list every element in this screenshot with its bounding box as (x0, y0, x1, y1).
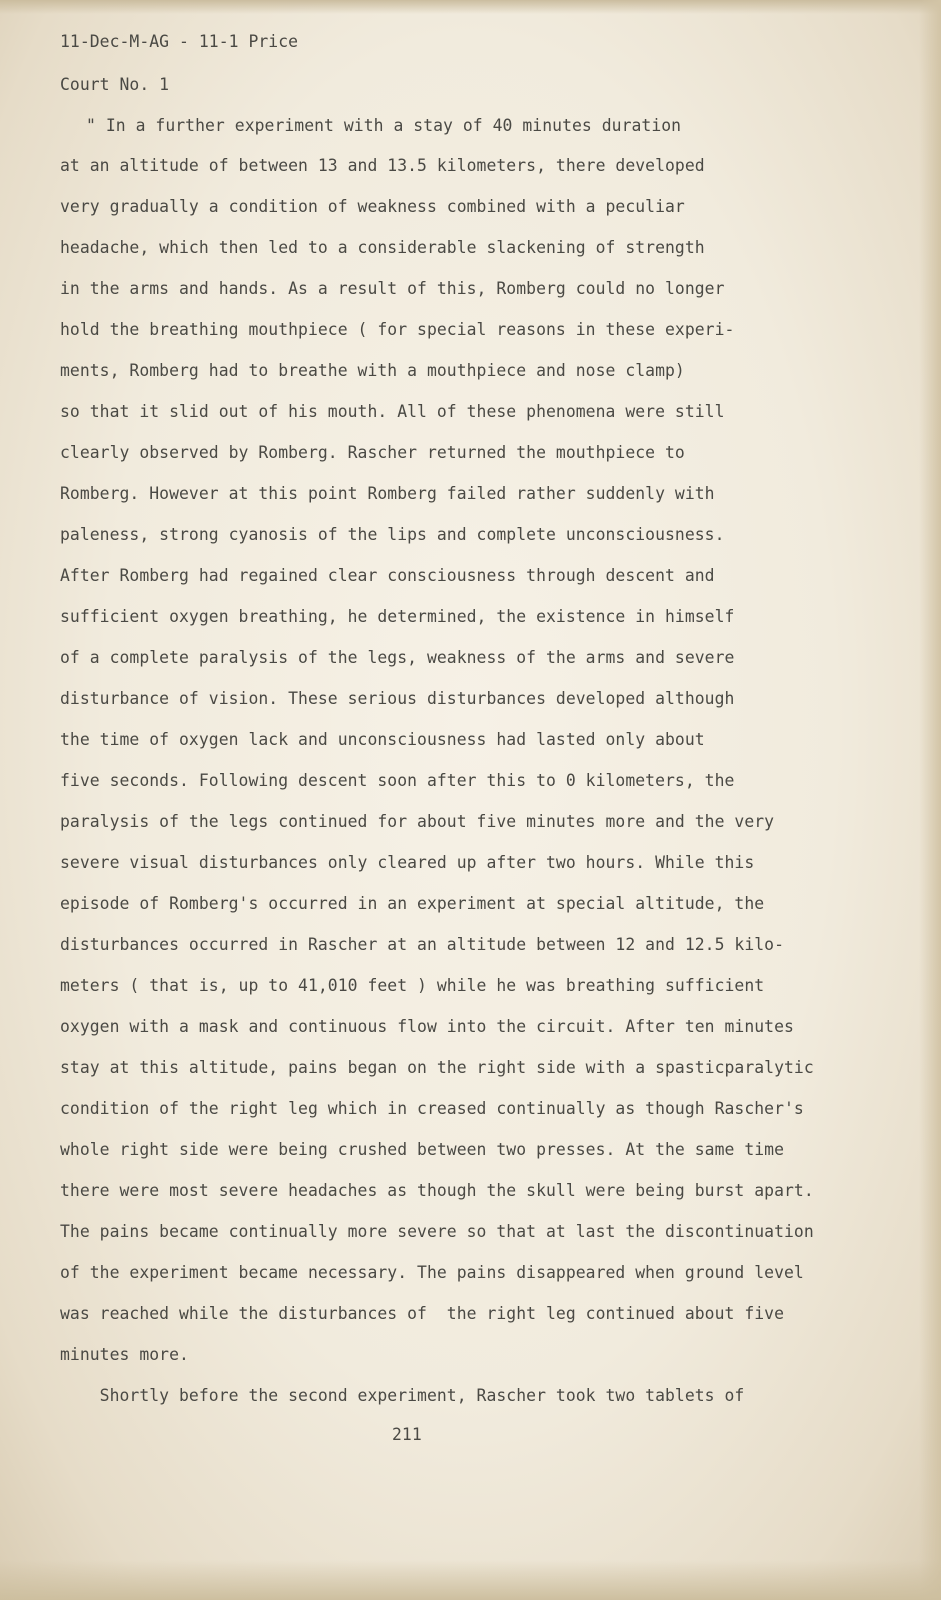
header-reference: 11-Dec-M-AG - 11-1 Price (60, 32, 299, 51)
text-line: stay at this altitude, pains began on the right side with a spasticparalytic (60, 1058, 814, 1077)
text-line: there were most severe headaches as though the skull were being burst apart. (60, 1181, 814, 1200)
text-line: sufficient oxygen breathing, he determined, the existence in himself (60, 607, 735, 626)
text-line: disturbance of vision. These serious disturbances developed although (60, 689, 735, 708)
page-edge-shadow-bottom (0, 1560, 941, 1600)
text-line: episode of Romberg's occurred in an experiment at special altitude, the (60, 894, 765, 913)
text-line: severe visual disturbances only cleared up after two hours. While this (60, 853, 755, 872)
text-line: whole right side were being crushed between two presses. At the same time (60, 1140, 785, 1159)
text-line: " In a further experiment with a stay of 40 minutes duration (86, 116, 682, 135)
text-line: After Romberg had regained clear consciousness through descent and (60, 566, 715, 585)
text-line: condition of the right leg which in creased continually as though Rascher's (60, 1099, 804, 1118)
text-line: five seconds. Following descent soon after this to 0 kilometers, the (60, 771, 735, 790)
page-edge-shadow-right (919, 0, 941, 1600)
text-line: at an altitude of between 13 and 13.5 kilometers, there developed (60, 156, 705, 175)
text-line: clearly observed by Romberg. Rascher returned the mouthpiece to (60, 443, 685, 462)
text-line: of a complete paralysis of the legs, weakness of the arms and severe (60, 648, 735, 667)
text-line: hold the breathing mouthpiece ( for special reasons in these experi- (60, 320, 735, 339)
text-line: Shortly before the second experiment, Rascher took two tablets of (60, 1386, 745, 1405)
text-line: in the arms and hands. As a result of this, Romberg could no longer (60, 279, 725, 298)
text-line: the time of oxygen lack and unconsciousness had lasted only about (60, 730, 705, 749)
text-line: paleness, strong cyanosis of the lips and complete unconsciousness. (60, 525, 725, 544)
text-line: disturbances occurred in Rascher at an altitude between 12 and 12.5 kilo- (60, 935, 785, 954)
text-line: The pains became continually more severe so that at last the discontinuation (60, 1222, 814, 1241)
page-edge-shadow-top (0, 0, 941, 14)
text-line: so that it slid out of his mouth. All of these phenomena were still (60, 402, 725, 421)
header-court: Court No. 1 (60, 75, 170, 94)
text-line: ments, Romberg had to breathe with a mouthpiece and nose clamp) (60, 361, 685, 380)
text-line: oxygen with a mask and continuous flow into the circuit. After ten minutes (60, 1017, 794, 1036)
text-line: headache, which then led to a considerable slackening of strength (60, 238, 705, 257)
text-line: was reached while the disturbances of the right leg continued about five (60, 1304, 785, 1323)
page-number: 211 (392, 1425, 422, 1444)
text-line: of the experiment became necessary. The pains disappeared when ground level (60, 1263, 804, 1282)
text-line: Romberg. However at this point Romberg failed rather suddenly with (60, 484, 715, 503)
text-line: minutes more. (60, 1345, 189, 1364)
text-line: paralysis of the legs continued for about five minutes more and the very (60, 812, 775, 831)
text-line: meters ( that is, up to 41,010 feet ) while he was breathing sufficient (60, 976, 765, 995)
text-line: very gradually a condition of weakness combined with a peculiar (60, 197, 685, 216)
